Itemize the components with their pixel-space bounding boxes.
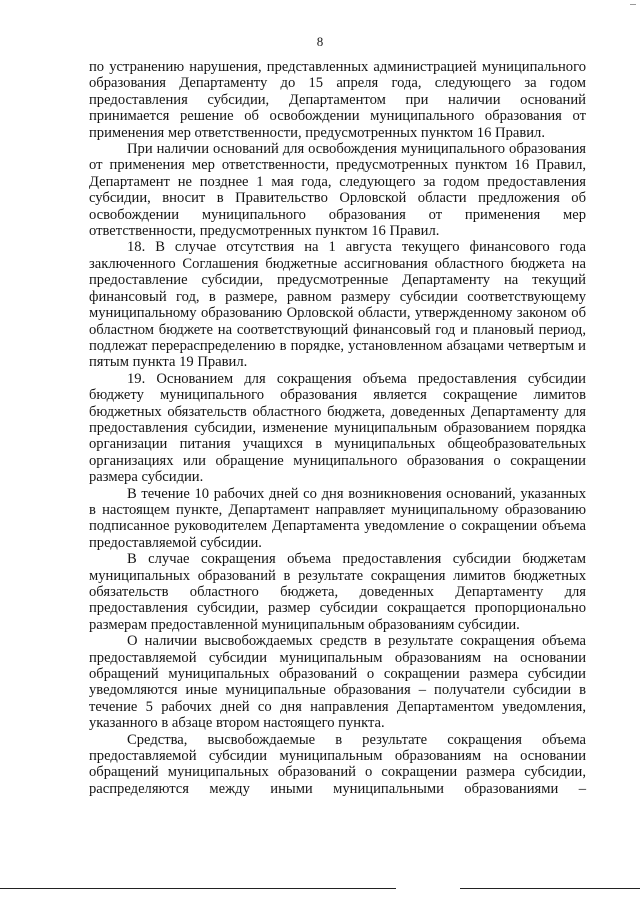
paragraph-exemption-proposal: При наличии оснований для освобождения муниципального образования от применения мер ответственности, предусмотренных пунктом 16 Правил, Департамент не позднее 1 мая года, следующего за годом предоставления субсидии, вносит в Правительство Орловской области предложения об освобождении муниципального образования от применения мер ответственности, предусмотренных пунктом 16 Правил.: [89, 141, 586, 240]
paragraph-continuation: по устранению нарушения, представленных администрацией муниципального образования Департаменту до 15 апреля года, следующего за годом предоставления субсидии, Департаментом при наличии оснований принимается решение об освобождении муниципального образования от применения мер ответственности, предусмотренных пунктом 16 Правил.: [89, 59, 586, 141]
paragraph-item-18: 18. В случае отсутствия на 1 августа текущего финансового года заключенного Соглашения бюджетные ассигнования областного бюджета на предоставление субсидии, предусмотренные Департаменту на текущий финансовый год, в размере, равном размеру субсидии соответствующему муниципальному образованию Орловской области, утвержденному законом об областном бюджете на соответствующий финансовый год и плановый период, подлежат перераспределению в порядке, установленном абзацами четвертым и пятым пункта 19 Правил.: [89, 239, 586, 371]
paragraph-item-19: 19. Основанием для сокращения объема предоставления субсидии бюджету муниципального образования является сокращение лимитов бюджетных обязательств областного бюджета, доведенных Департаменту для предоставления субсидии, изменение муниципальным образованием порядка организации питания учащихся в муниципальных общеобразовательных организациях или обращение муниципального образования о сокращении размера субсидии.: [89, 370, 586, 486]
page-number: 8: [316, 34, 324, 49]
footer-rule: [0, 888, 640, 889]
paragraph-released-funds-notice: О наличии высвобождаемых средств в результате сокращения объема предоставляемой субсидии муниципальным образованиям на основании обращений муниципальных образований о сокращении размера субсидии уведомляются иные муниципальные образования – получатели субсидии в течение 5 рабочих дней со дня направления Департаментом уведомления, указанного в абзаце втором настоящего пункта.: [89, 633, 586, 732]
footer-rule-gap: [396, 885, 460, 891]
paragraph-released-funds-distribution: Средства, высвобождаемые в результате сокращения объема предоставляемой субсидии муниципальным образованиям на основании обращений муниципальных образований о сокращении размера субсидии, распределяются между иными муниципальными образованиями –: [89, 731, 586, 797]
document-body: [89, 59, 586, 797]
scan-corner-mark: [630, 4, 636, 5]
paragraph-notification-deadline: В течение 10 рабочих дней со дня возникновения оснований, указанных в настоящем пункте, Департамент направляет муниципальному образованию подписанное руководителем Департамента уведомление о сокращении объема предоставляемой субсидии.: [89, 485, 586, 551]
paragraph-proportional-reduction: В случае сокращения объема предоставления субсидии бюджетам муниципальных образований в результате сокращения лимитов бюджетных обязательств областного бюджета, доведенных Департаменту для предоставления субсидии, размер субсидии сокращается пропорционально размерам предоставленной муниципальным образованиям субсидии.: [89, 551, 586, 633]
